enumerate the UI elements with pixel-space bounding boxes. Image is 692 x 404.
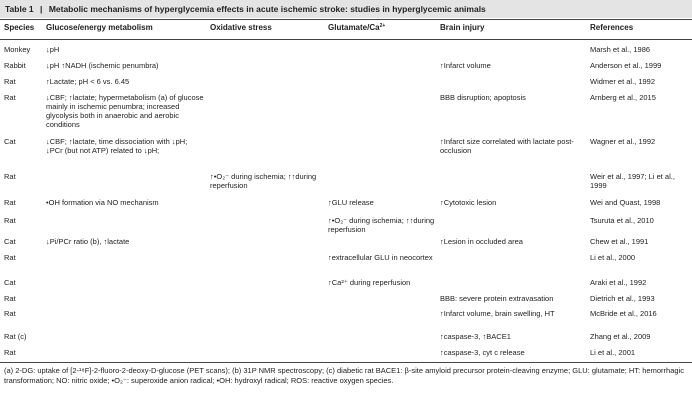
cell-glucose: ↓Pi/PCr ratio (b), ↑lactate [46,237,130,246]
cell-species: Cat [4,237,16,246]
header-references: References [590,23,634,32]
cell-reference: Tsuruta et al., 2010 [590,216,654,225]
cell-species: Cat [4,137,16,146]
cell-brain: BBB: severe protein extravasation [440,294,554,303]
cell-brain: ↑Infarct volume [440,61,491,70]
cell-reference: Wei and Quast, 1998 [590,198,661,207]
cell-species: Cat [4,278,16,287]
cell-species: Rabbit [4,61,26,70]
cell-reference: Weir et al., 1997; Li et al., 1999 [590,172,675,190]
cell-glutamate: ↑Ca²⁺ during reperfusion [328,278,411,287]
cell-reference: Li et al., 2001 [590,348,636,357]
cell-reference: Widmer et al., 1992 [590,77,656,86]
cell-glucose: ↓CBF; ↑lactate, time dissociation with ↓pH; ↓PCr (but not ATP) related to ↓pH; [46,137,188,155]
cell-brain: ↑caspase-3, ↑BACE1 [440,332,511,341]
top-rule [0,19,692,20]
table-label: Table 1 [5,4,34,14]
title-separator: | [40,4,43,14]
header-rule [0,39,692,40]
cell-glucose: •OH formation via NO mechanism [46,198,159,207]
header-glucose: Glucose/energy metabolism [46,23,153,32]
cell-brain: ↑Lesion in occluded area [440,237,523,246]
cell-glutamate: ↑GLU release [328,198,374,207]
cell-species: Rat [4,216,16,225]
cell-species: Rat [4,172,16,181]
cell-reference: Li et al., 2000 [590,253,636,262]
cell-species: Rat [4,348,16,357]
table-footnote: (a) 2-DG: uptake of [2-¹⁸F]-2-fluoro-2-deoxy-D-glucose (PET scans); (b) 31P NMR spectroscopy; (c) diabetic rat BACE1: β-site amyloid precursor protein-cleaving enzyme; GLU: glutamate; HT: hemorrhagic transformation; NO: nitric oxide; •O₂⁻: superoxide anion radical; •OH: hydroxyl radical; ROS: reactive oxygen species. [4,366,684,385]
cell-species: Rat [4,309,16,318]
cell-species: Monkey [4,45,31,54]
cell-reference: McBride et al., 2016 [590,309,657,318]
header-glutamate-sup: 2+ [379,23,386,29]
cell-reference: Dietrich et al., 1993 [590,294,655,303]
cell-brain: ↑Infarct size correlated with lactate post-occlusion [440,137,574,155]
cell-glucose: ↓pH [46,45,60,54]
cell-species: Rat [4,294,16,303]
cell-species: Rat [4,198,16,207]
bottom-rule [0,362,692,363]
cell-species: Rat [4,253,16,262]
header-glutamate-text: Glutamate/Ca [328,23,380,32]
cell-species: Rat [4,77,16,86]
cell-glucose: ↓CBF; ↑lactate; hypermetabolism (a) of glucose mainly in ischemic penumbra; increased glycolysis both in anaerobic and aerobic conditions [46,93,204,129]
cell-species: Rat [4,93,16,102]
cell-species: Rat (c) [4,332,27,341]
cell-reference: Anderson et al., 1999 [590,61,662,70]
cell-brain: ↑Infarct volume, brain swelling, HT [440,309,555,318]
table-header-row [0,23,692,37]
cell-glucose: ↓pH ↑NADH (ischemic penumbra) [46,61,159,70]
cell-brain: ↑caspase-3, cyt c release [440,348,525,357]
cell-glucose: ↑Lactate; pH < 6 vs. 6.45 [46,77,130,86]
cell-reference: Chew et al., 1991 [590,237,649,246]
header-brain: Brain injury [440,23,485,32]
cell-reference: Marsh et al., 1986 [590,45,651,54]
cell-brain: BBB disruption; apoptosis [440,93,526,102]
cell-reference: Wagner et al., 1992 [590,137,656,146]
cell-reference: Araki et al., 1992 [590,278,647,287]
table-title: Metabolic mechanisms of hyperglycemia effects in acute ischemic stroke: studies in hyperglycemic animals [48,4,486,14]
header-glutamate [328,23,438,32]
header-oxidative: Oxidative stress [210,23,272,32]
cell-reference: Arnberg et al., 2015 [590,93,656,102]
cell-brain: ↑Cytotoxic lesion [440,198,497,207]
cell-glutamate: ↑•O₂⁻ during ischemia; ↑↑during reperfusion [328,216,435,234]
cell-glutamate: ↑extracellular GLU in neocortex [328,253,433,262]
cell-oxidative: ↑•O₂⁻ during ischemia; ↑↑during reperfusion [210,172,317,190]
header-species: Species [4,23,35,32]
table-title-bar [0,0,692,18]
cell-reference: Zhang et al., 2009 [590,332,651,341]
